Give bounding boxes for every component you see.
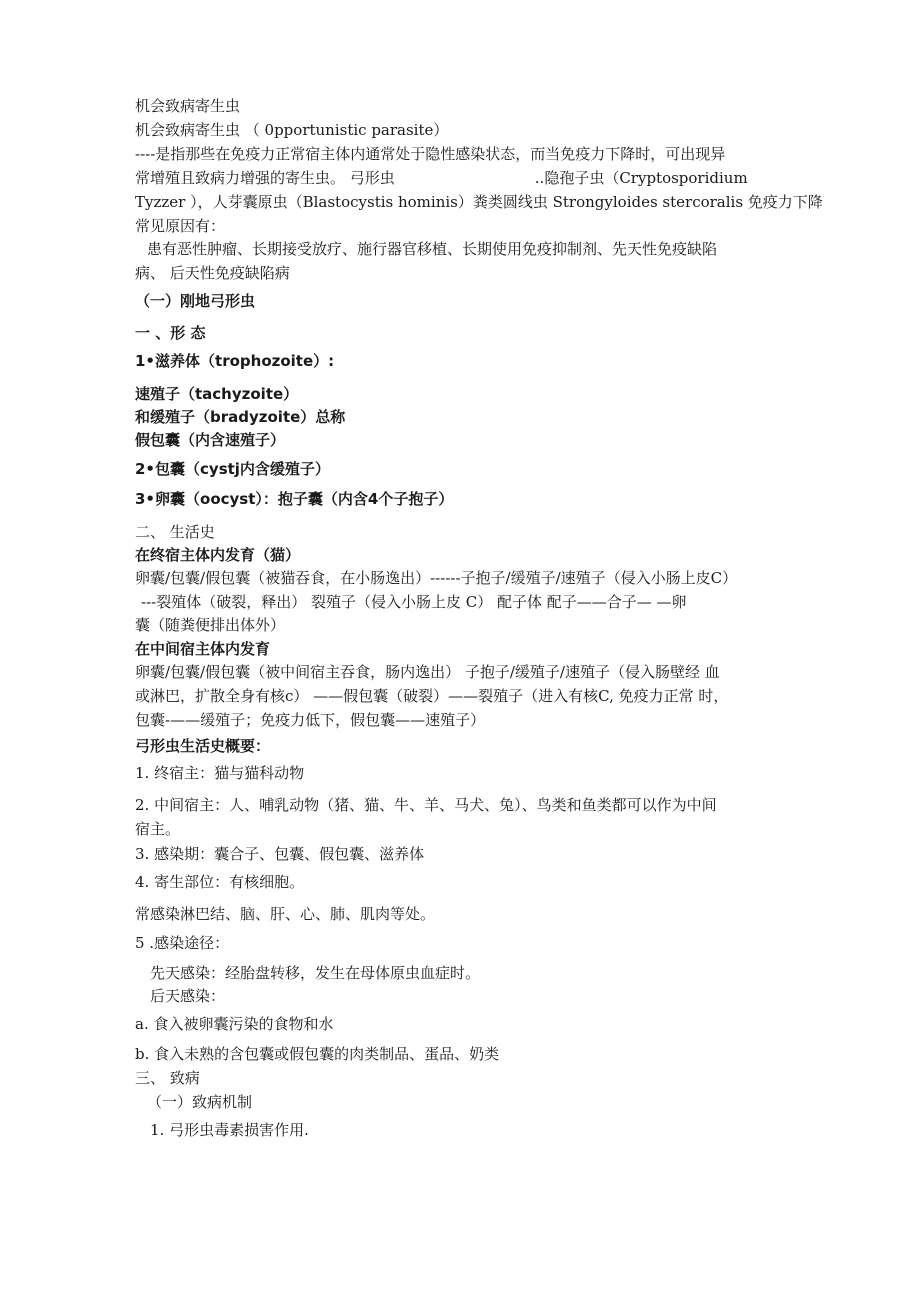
pathogenesis-item-1: 1. 弓形虫毒素损害作用. [150,1121,309,1139]
summary-item-5: 5 .感染途径： [135,934,230,952]
summary-item-4: 4. 寄生部位：有核细胞。 [135,873,305,891]
definitive-host-line-3: 囊（随粪便排出体外） [135,616,286,634]
intermediate-host-line-2: 或淋巴，扩散全身有核c） ——假包囊（破裂）——裂殖子（进入有核C, 免疫力正常 时， [135,687,729,705]
summary-item-2-cont: 宿主。 [135,820,181,838]
intermediate-host-heading: 在中间宿主体内发育 [135,640,271,658]
life-history-summary-heading: 弓形虫生活史概要： [135,737,271,755]
definition-heading: 机会致病寄生虫 （ 0pportunistic parasite） [135,121,449,139]
morph-tachyzoite: 速殖子（tachyzoite） [135,385,299,403]
doc-title: 机会致病寄生虫 [135,97,241,115]
causes-line-2: 病、 后天性免疫缺陷病 [135,264,290,282]
section-morphology: 一 、形 态 [135,324,206,342]
congenital-infection: 先天感染：经胎盘转移，发生在母体原虫血症时。 [150,964,481,982]
summary-item-4-detail: 常感染淋巴结、脑、肝、心、肺、肌肉等处。 [135,905,436,923]
intermediate-host-line-1: 卵囊/包囊/假包囊（被中间宿主吞食，肠内逸出） 子抱子/缓殖子/速殖子（侵入肠壁经 血 [135,663,720,681]
definitive-host-heading: 在终宿主体内发育（猫） [135,546,301,564]
definitive-host-line-1: 卵囊/包囊/假包囊（被猫吞食，在小肠逸出）------子抱子/缓殖子/速殖子（侵入小肠上皮C） [135,569,738,587]
pathogenesis-mechanism: （一）致病机制 [147,1093,253,1111]
definition-line-3: Tyzzer ），人芽囊原虫（Blastocystis hominis）粪类圆线虫 Strongyloides stercoralis 免疫力下降 [135,193,823,211]
acquired-infection: 后天感染： [150,987,226,1005]
summary-item-3: 3. 感染期：囊合子、包囊、假包囊、滋养体 [135,845,425,863]
summary-item-1: 1. 终宿主：猫与猫科动物 [135,764,305,782]
definition-line-1: ----是指那些在免疫力正常宿主体内通常处于隐性感染状态，而当免疫力下降时，可出现异 [135,145,726,163]
section-toxoplasma: （一）刚地弓形虫 [135,292,256,310]
definition-line-2-left: 常增殖且致病力增强的寄生虫。 弓形虫 [135,169,395,187]
definition-line-2 [135,167,748,189]
morph-bradyzoite: 和缓殖子（bradyzoite）总称 [135,408,346,426]
definition-line-2-right: ..隐孢子虫（Cryptosporidium [534,169,748,187]
morph-cyst: 2•包囊（cystj内含缓殖子） [135,460,330,478]
morph-pseudocyst: 假包囊（内含速殖子） [135,431,286,449]
acquired-route-a: a. 食入被卵囊污染的食物和水 [135,1015,334,1033]
definitive-host-line-2: ---裂殖体（破裂，释出） 裂殖子（侵入小肠上皮 C） 配子体 配子——合子— —卵 [141,593,687,611]
causes-line-1: 患有恶性肿瘤、长期接受放疗、施行器官移植、长期使用免疫抑制剂、先天性免疫缺陷 [147,240,718,258]
definition-line-4: 常见原因有： [135,217,226,235]
summary-item-2: 2. 中间宿主：人、哺乳动物（猪、猫、牛、羊、马犬、兔）、鸟类和鱼类都可以作为中间 [135,796,717,814]
intermediate-host-line-3: 包囊-——缓殖子；免疫力低下，假包囊——速殖子） [135,711,486,729]
section-life-history: 二、 生活史 [135,523,215,541]
acquired-route-b: b. 食入未熟的含包囊或假包囊的肉类制品、蛋品、奶类 [135,1045,500,1063]
section-pathogenesis: 三、 致病 [135,1069,200,1087]
morph-oocyst: 3•卵囊（oocyst）：抱子囊（内含4个子抱子） [135,490,454,508]
morph-trophozoite: 1•滋养体（trophozoite）: [135,352,335,370]
